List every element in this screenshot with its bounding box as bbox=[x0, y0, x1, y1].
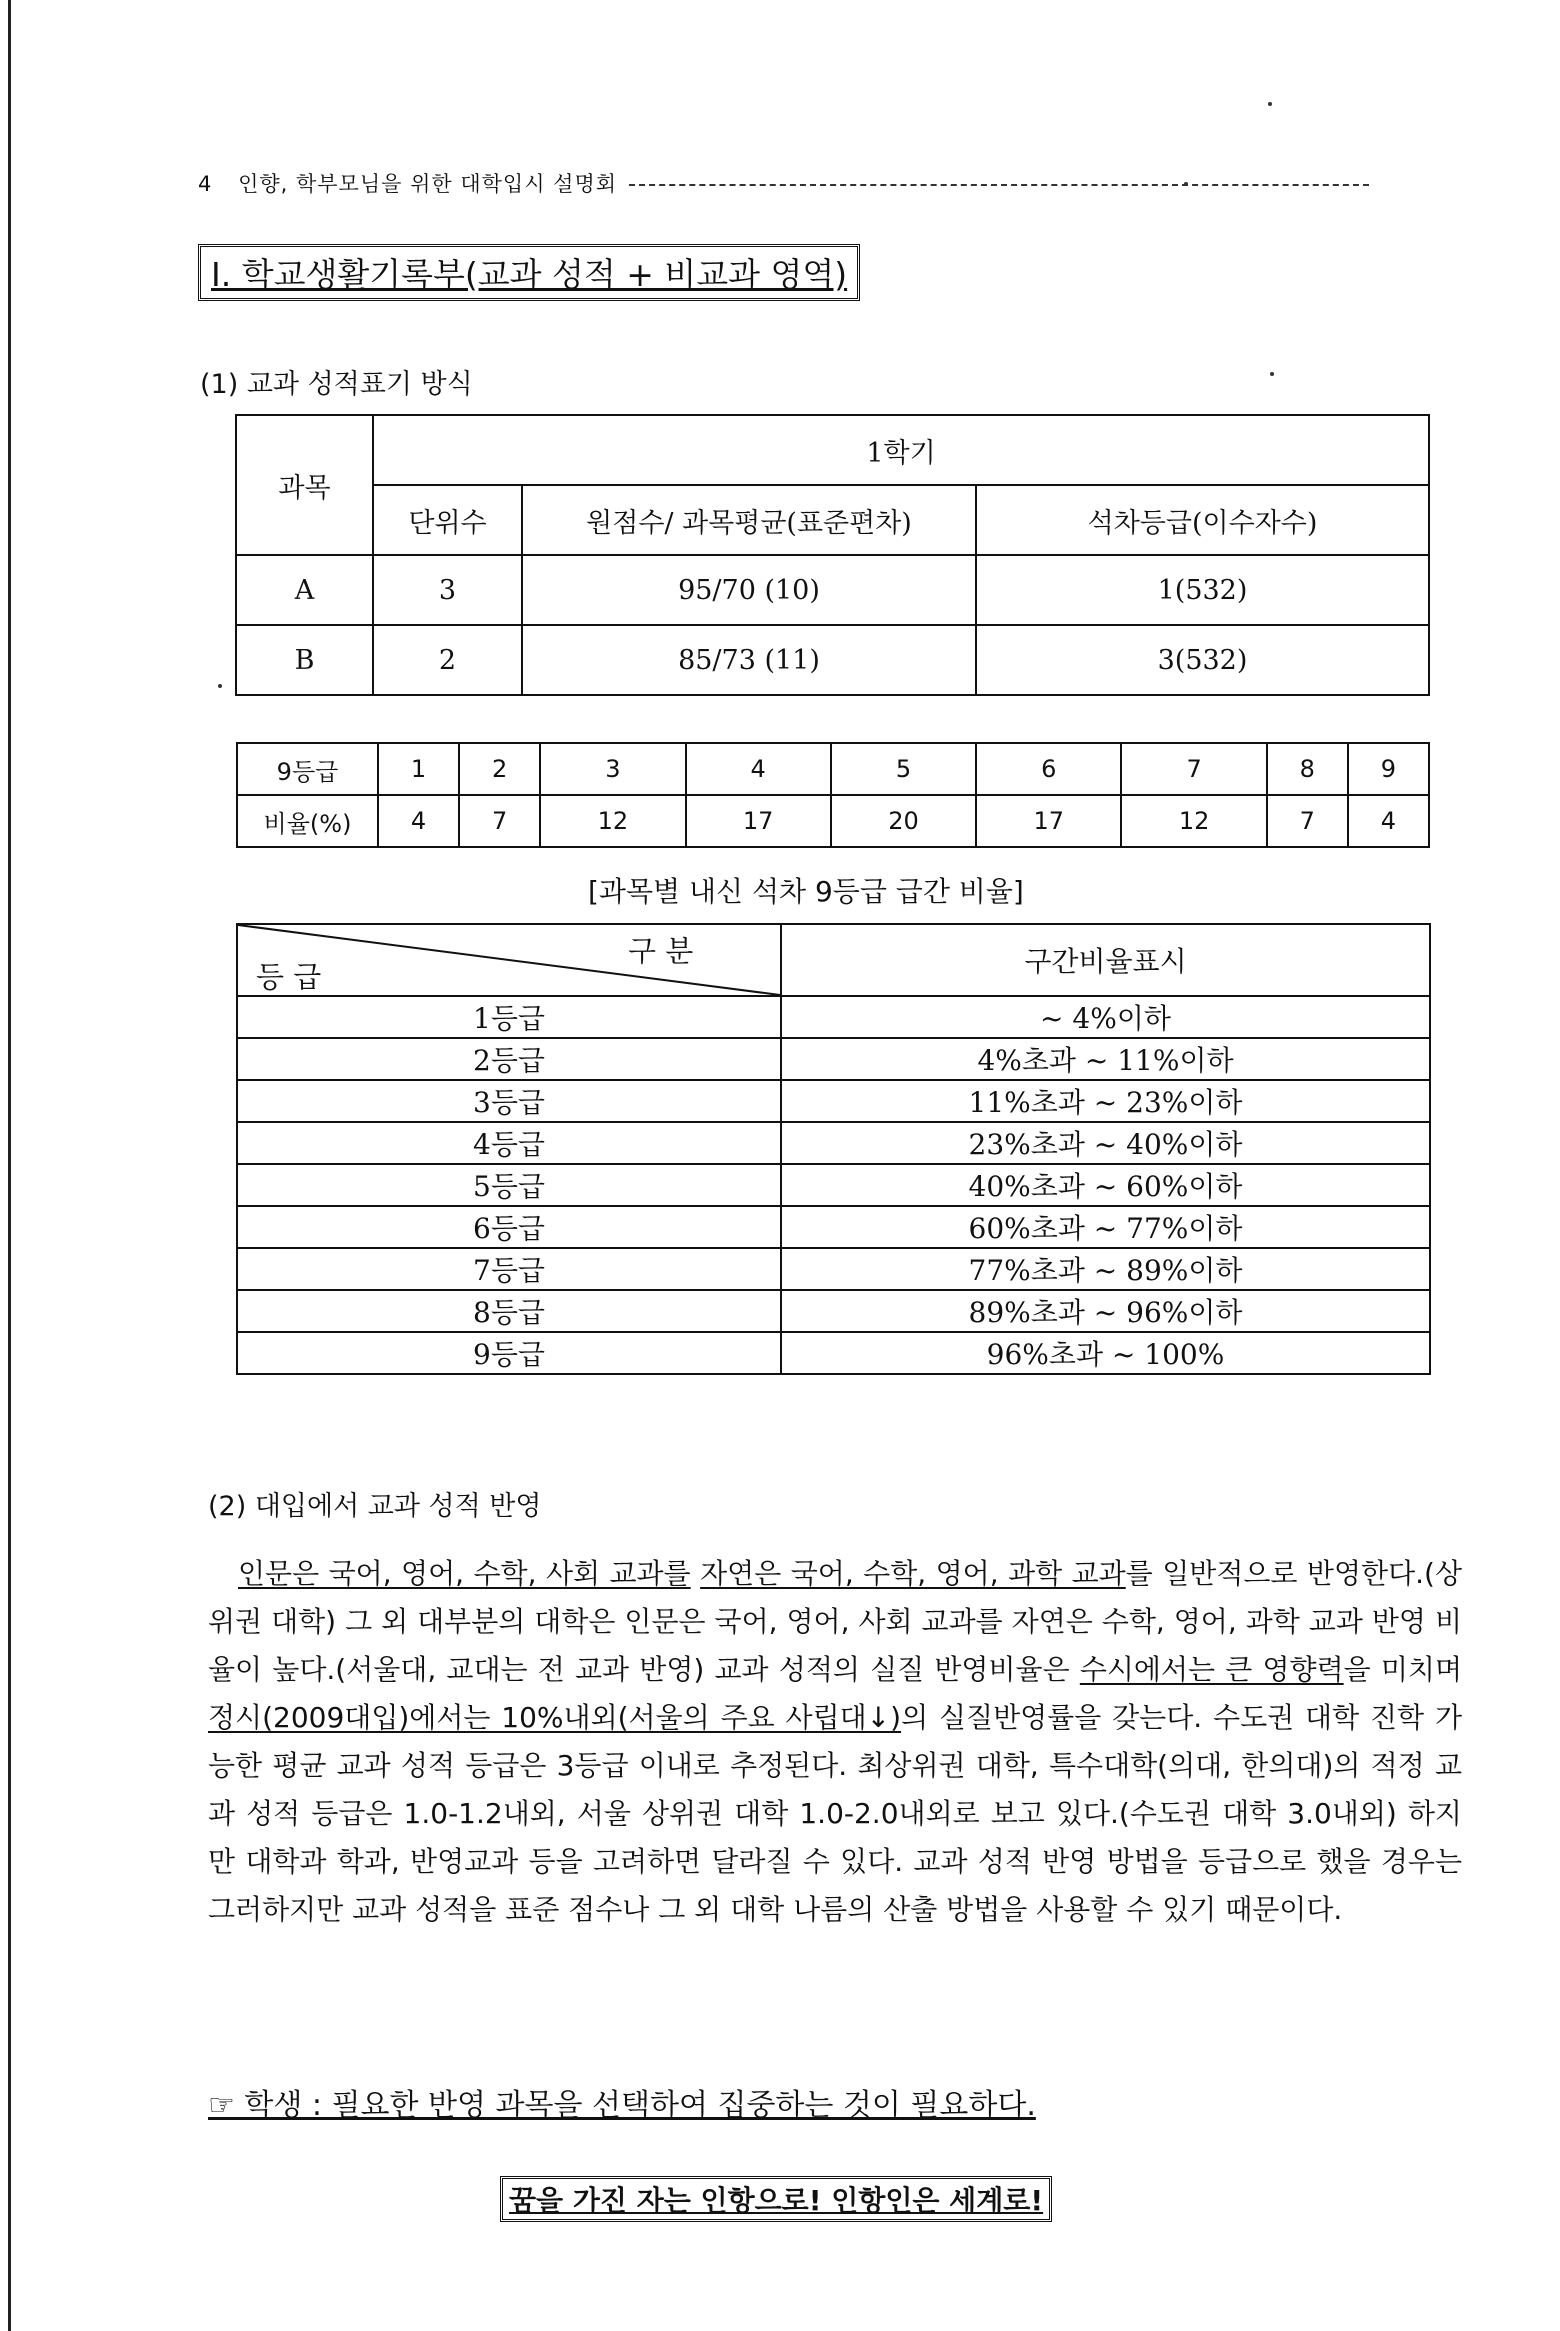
scan-speck bbox=[218, 684, 222, 688]
grade-cell: 9 bbox=[1348, 743, 1429, 795]
ratio-cell: 7 bbox=[459, 795, 540, 847]
page-number: 4 bbox=[198, 172, 213, 196]
cell-grade: 7등급 bbox=[237, 1248, 781, 1290]
paragraph-text bbox=[691, 1557, 700, 1590]
scan-edge bbox=[8, 0, 11, 2331]
cell-grade: 9등급 bbox=[237, 1332, 781, 1374]
scan-speck bbox=[1184, 182, 1188, 186]
paragraph-text: 의 실질반영률을 갖는다. 수도권 대학 진학 가능한 평균 교과 성적 등급은 3등급 이내로 추정된다. 최상위권 대학, 특수대학(의대, 한의대)의 적정 교과 성적 등급은 1.0-1.2내외, 서울 상위권 대학 1.0-2.0내외로 보고 있다.(수도권 대학 3.0내외) 하지만 대학과 학과, 반영교과 등을 고려하면 달라질 수 있다. 교과 성적 반영 방법을 등급으로 했을 경우는 그러하지만 교과 성적을 표준 점수나 그 외 대학 나름의 산출 방법을 사용할 수 있기 때문이다. bbox=[208, 1701, 1463, 1926]
ratio-cell: 12 bbox=[1121, 795, 1266, 847]
cell-grade: 2등급 bbox=[237, 1038, 781, 1080]
cell-range: 77%초과 ~ 89%이하 bbox=[781, 1248, 1430, 1290]
table-row bbox=[237, 1290, 1430, 1332]
units-header: 단위수 bbox=[373, 485, 522, 555]
paragraph-text: 을 미치며 bbox=[1343, 1653, 1463, 1686]
cell-score: 95/70 (10) bbox=[522, 555, 976, 625]
header-range: 구간비율표시 bbox=[781, 924, 1430, 996]
cell-range: 4%초과 ~ 11%이하 bbox=[781, 1038, 1430, 1080]
footer-slogan: 꿈을 가진 자는 인항으로! 인항인은 세계로! bbox=[500, 2176, 1052, 2222]
cell-range: 96%초과 ~ 100% bbox=[781, 1332, 1430, 1374]
scan-speck bbox=[1270, 372, 1274, 376]
ratio-cell: 4 bbox=[378, 795, 459, 847]
diagonal-header bbox=[237, 924, 781, 996]
table-row bbox=[236, 625, 1429, 695]
section-title: I. 학교생활기록부(교과 성적 + 비교과 영역) bbox=[198, 244, 860, 301]
ratio-cell: 17 bbox=[686, 795, 831, 847]
underlined-text: 수시에서는 큰 영향력 bbox=[1079, 1653, 1344, 1686]
table-row bbox=[237, 996, 1430, 1038]
cell-range: 89%초과 ~ 96%이하 bbox=[781, 1290, 1430, 1332]
table-row bbox=[237, 1080, 1430, 1122]
cell-grade: 6등급 bbox=[237, 1206, 781, 1248]
cell-range: 11%초과 ~ 23%이하 bbox=[781, 1080, 1430, 1122]
grade-format-table bbox=[235, 414, 1430, 696]
grade-cell: 3 bbox=[540, 743, 685, 795]
page-header bbox=[198, 168, 1369, 198]
cell-rank: 1(532) bbox=[976, 555, 1429, 625]
subsection-2-title: (2) 대입에서 교과 성적 반영 bbox=[208, 1491, 542, 1522]
ratio-cell: 20 bbox=[831, 795, 976, 847]
ratio-cell: 7 bbox=[1267, 795, 1348, 847]
cell-range: 40%초과 ~ 60%이하 bbox=[781, 1164, 1430, 1206]
subsection-1-title: (1) 교과 성적표기 방식 bbox=[200, 369, 473, 400]
cell-grade: 4등급 bbox=[237, 1122, 781, 1164]
underlined-text: 자연은 국어, 수학, 영어, 과학 교과 bbox=[700, 1557, 1126, 1590]
grade-row bbox=[237, 743, 1429, 795]
header-title: 인향, 학부모님을 위한 대학입시 설명회 bbox=[238, 172, 618, 196]
underlined-text: 정시(2009대입)에서는 10%내외(서울의 주요 사립대↓) bbox=[208, 1701, 902, 1734]
table-row bbox=[237, 1164, 1430, 1206]
ratio-cell: 12 bbox=[540, 795, 685, 847]
body-paragraph bbox=[208, 1550, 1462, 1934]
cell-score: 85/73 (11) bbox=[522, 625, 976, 695]
scan-speck bbox=[1268, 102, 1272, 106]
ratio-cell: 4 bbox=[1348, 795, 1429, 847]
cell-grade: 3등급 bbox=[237, 1080, 781, 1122]
header-category: 구 분 bbox=[628, 934, 694, 968]
table-row bbox=[237, 1206, 1430, 1248]
cell-grade: 8등급 bbox=[237, 1290, 781, 1332]
ratio-row bbox=[237, 795, 1429, 847]
cell-grade: 5등급 bbox=[237, 1164, 781, 1206]
table-row bbox=[237, 1122, 1430, 1164]
cell-range: 60%초과 ~ 77%이하 bbox=[781, 1206, 1430, 1248]
cell-rank: 3(532) bbox=[976, 625, 1429, 695]
cell-units: 3 bbox=[373, 555, 522, 625]
grade-cell: 7 bbox=[1121, 743, 1266, 795]
grade-range-table bbox=[236, 923, 1431, 1375]
score-header: 원점수/ 과목평균(표준편차) bbox=[522, 485, 976, 555]
table-caption: [과목별 내신 석차 9등급 급간 비율] bbox=[588, 875, 1024, 908]
grade-cell: 4 bbox=[686, 743, 831, 795]
cell-range: 23%초과 ~ 40%이하 bbox=[781, 1122, 1430, 1164]
cell-units: 2 bbox=[373, 625, 522, 695]
semester-header: 1학기 bbox=[373, 415, 1429, 485]
underlined-text: 인문은 국어, 영어, 수학, 사회 교과를 bbox=[238, 1557, 691, 1590]
ratio-row-label: 비율(%) bbox=[237, 795, 378, 847]
table-row bbox=[237, 1332, 1430, 1374]
grade-row-label: 9등급 bbox=[237, 743, 378, 795]
cell-subject: B bbox=[236, 625, 373, 695]
grade-cell: 5 bbox=[831, 743, 976, 795]
header-rule bbox=[629, 184, 1369, 186]
cell-subject: A bbox=[236, 555, 373, 625]
paragraph-text: 를 일반적으로 반영한다.(상위권 대학) 그 외 대부분의 대학은 인문은 국어, 영어, 사회 교과를 자연은 수학, 영어, 과학 교과 반영 비율이 높다.(서울대, 교대는 전 교과 반영) 교과 성적의 실질 반영비율은 bbox=[208, 1557, 1462, 1686]
grade-ratio-table bbox=[236, 742, 1430, 848]
grade-cell: 2 bbox=[459, 743, 540, 795]
table-row bbox=[236, 555, 1429, 625]
grade-cell: 8 bbox=[1267, 743, 1348, 795]
table-row bbox=[237, 1248, 1430, 1290]
student-note: ☞ 학생 : 필요한 반영 과목을 선택하여 집중하는 것이 필요하다. bbox=[208, 2088, 1036, 2123]
rank-header: 석차등급(이수자수) bbox=[976, 485, 1429, 555]
header-grade: 등 급 bbox=[256, 960, 322, 994]
ratio-cell: 17 bbox=[976, 795, 1121, 847]
grade-cell: 6 bbox=[976, 743, 1121, 795]
col-subject-header: 과목 bbox=[236, 415, 373, 555]
table-row bbox=[237, 1038, 1430, 1080]
cell-range: ~ 4%이하 bbox=[781, 996, 1430, 1038]
cell-grade: 1등급 bbox=[237, 996, 781, 1038]
grade-cell: 1 bbox=[378, 743, 459, 795]
